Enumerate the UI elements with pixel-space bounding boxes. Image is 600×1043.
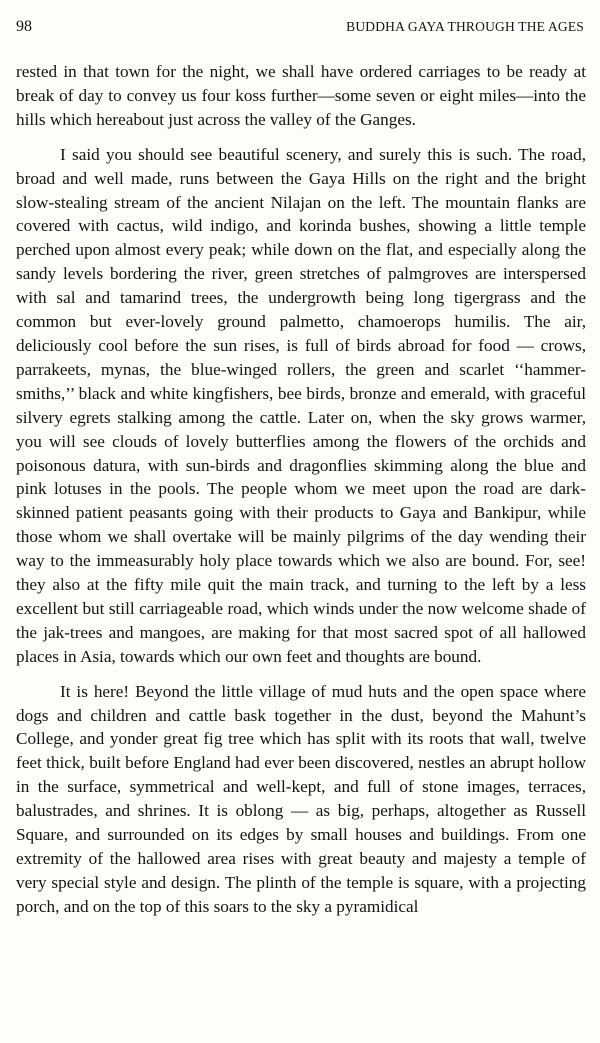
paragraph-scenery: I said you should see beautiful scenery, and surely this is such. The road, broad and well made, runs between the Gaya Hills on the right and the bright slow-stealing stream of the ancient Nilajan on the left. The mountain flanks are covered with cactus, wild indigo, and korinda bushes, showing a little temple perched upon almost every peak; while down on the flat, and especially along the sandy levels bordering the river, green stretches of palmgroves are interspersed with sal and tamarind trees, the undergrowth being long tigergrass and the common but ever-lovely ground palmetto, chamoerops humilis. The air, deliciously cool before the sun rises, is full of birds abroad for food — crows, parrakeets, mynas, the blue-winged rollers, the green and scarlet ‘‘hammer-smiths,’’ black and white kingfishers, bee birds, bronze and emerald, with graceful silvery egrets stalking among the cattle. Later on, when the sky grows warmer, you will see clouds of lovely butterflies among the flowers of the orchids and poisonous datura, with sun-birds and dragonflies skimming along the blue and pink lotuses in the pools. The people whom we meet upon the road are dark-skinned patient peasants going with their products to Gaya and Bankipur, while those whom we shall overtake will be mainly pilgrims of the day wending their way to the immeasurably holy place towards which we also are bound. For, see! they also at the fifty mile quit the main track, and turning to the left by a less excellent but still carriageable road, which winds under the now welcome shade of the jak-trees and mangoes, are making for that most sacred spot of all hallowed places in Asia, towards which our own feet and thoughts are bound. bbox=[16, 144, 586, 666]
body-text bbox=[16, 60, 586, 919]
running-head: BUDDHA GAYA THROUGH THE AGES bbox=[346, 19, 584, 34]
page-number: 98 bbox=[16, 18, 32, 35]
page-header bbox=[16, 18, 584, 40]
paragraph-temple: It is here! Beyond the little village of mud huts and the open space where dogs and children and cattle bask together in the dust, beyond the Mahunt’s College, and yonder great fig tree which has split with its roots that wall, twelve feet thick, built before England had ever been discovered, nestles an abrupt hollow in the surface, symmetrical and well-kept, and full of stone images, terraces, balustrades, and shrines. It is oblong — as big, perhaps, altogether as Russell Square, and surrounded on its edges by small houses and buildings. From one extremity of the hallowed area rises with great beauty and majesty a temple of very special style and design. The plinth of the temple is square, with a projecting porch, and on the top of this soars to the sky a pyramidical bbox=[16, 681, 586, 916]
paragraph-continued: rested in that town for the night, we shall have ordered carriages to be ready at break of day to convey us four koss further—some seven or eight miles—into the hills which hereabout just across the valley of the Ganges. bbox=[16, 62, 586, 129]
